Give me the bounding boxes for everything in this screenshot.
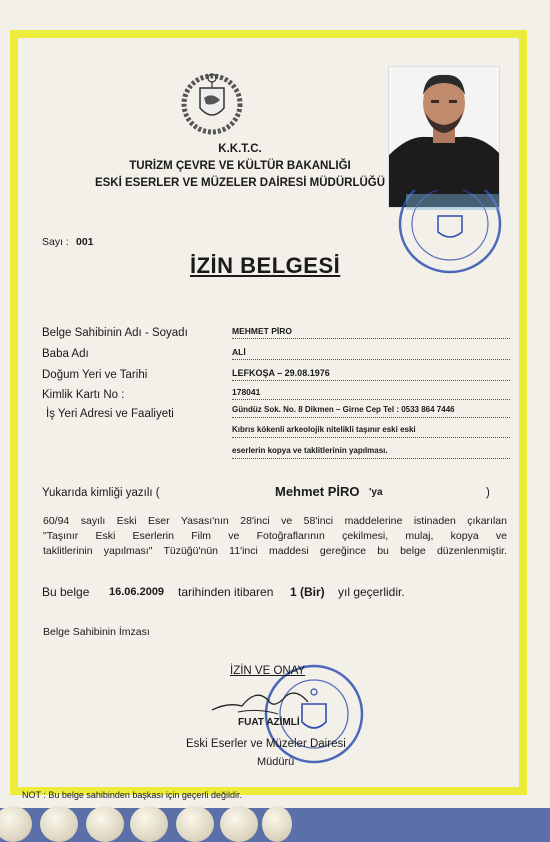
pebble <box>0 806 32 842</box>
holder-photo <box>388 66 500 208</box>
sayi-value: 001 <box>76 236 94 248</box>
approval-role: Müdürü <box>257 756 295 768</box>
identity-prefix: Yukarıda kimliği yazılı ( <box>42 487 160 499</box>
approval-title-line: Eski Eserler ve Müzeler Dairesi <box>186 738 346 750</box>
value-birth: LEFKOŞA – 29.08.1976 <box>232 367 510 381</box>
kktc-emblem-icon <box>178 66 246 136</box>
validity-middle: tarihinden itibaren <box>178 585 274 599</box>
identity-name: Mehmet PİRO <box>275 484 360 499</box>
label-holder-name: Belge Sahibinin Adı - Soyadı <box>42 327 188 339</box>
pebble <box>176 806 214 842</box>
value-activity-line-1: Kıbrıs kökenli arkeolojik nitelikli taşınır eski eski <box>232 424 510 438</box>
signature-label: Belge Sahibinin İmzası <box>43 626 150 638</box>
label-father-name: Baba Adı <box>42 348 89 360</box>
value-id-card: 178041 <box>232 386 510 400</box>
page-title: İZİN BELGESİ <box>190 253 341 278</box>
signature-scribble-icon <box>208 684 318 720</box>
official-stamp-top-icon <box>398 190 502 278</box>
validity-duration: 1 (Bir) <box>290 585 325 599</box>
sayi-label: Sayı : <box>42 236 69 248</box>
pebble <box>86 806 124 842</box>
pebble <box>220 806 258 842</box>
pebble <box>262 806 292 842</box>
legal-line-2: "Taşınır Eski Eserlerin Film ve Fotoğraflarının çekilmesi, mulaj, kopya ve <box>43 530 507 542</box>
approval-heading: İZİN VE ONAY <box>230 665 306 677</box>
legal-line-1: 60/94 sayılı Eski Eser Yasası'nın 28'inci ve 58'inci maddelerine istinaden çıkarılan <box>43 515 507 527</box>
validity-prefix: Bu belge <box>42 585 90 599</box>
validity-date: 16.06.2009 <box>109 586 165 598</box>
value-activity-line-2: eserlerin kopya ve taklitlerinin yapılması. <box>232 445 510 459</box>
validity-suffix: yıl geçerlidir. <box>338 585 405 599</box>
value-workplace: Gündüz Sok. No. 8 Dikmen – Girne Cep Tel : 0533 864 7446 <box>232 404 510 418</box>
approval-name: FUAT AZİMLİ <box>238 717 300 728</box>
pebble <box>130 806 168 842</box>
header-kktc: K.K.T.C. <box>218 143 262 155</box>
value-holder-name: MEHMET PİRO <box>232 325 510 339</box>
identity-suffix: 'ya <box>369 487 383 498</box>
pebble <box>40 806 78 842</box>
legal-line-3: taklitlerinin yapılması" Tüzüğü'nün 11'inci maddesi gereğince bu belge düzenlenmiştir. <box>43 545 507 557</box>
label-id-card: Kimlik Kartı No : <box>42 389 125 401</box>
footer-note: NOT : Bu belge sahibinden başkası için geçerli değildir. <box>22 790 242 800</box>
label-workplace: İş Yeri Adresi ve Faaliyeti <box>46 408 174 420</box>
label-birth: Doğum Yeri ve Tarihi <box>42 369 148 381</box>
header-department: ESKİ ESERLER VE MÜZELER DAİRESİ MÜDÜRLÜĞÜ <box>94 177 386 189</box>
value-father-name: ALİ <box>232 346 510 360</box>
identity-close: ) <box>486 487 490 499</box>
header-ministry: TURİZM ÇEVRE VE KÜLTÜR BAKANLIĞI <box>129 160 351 172</box>
